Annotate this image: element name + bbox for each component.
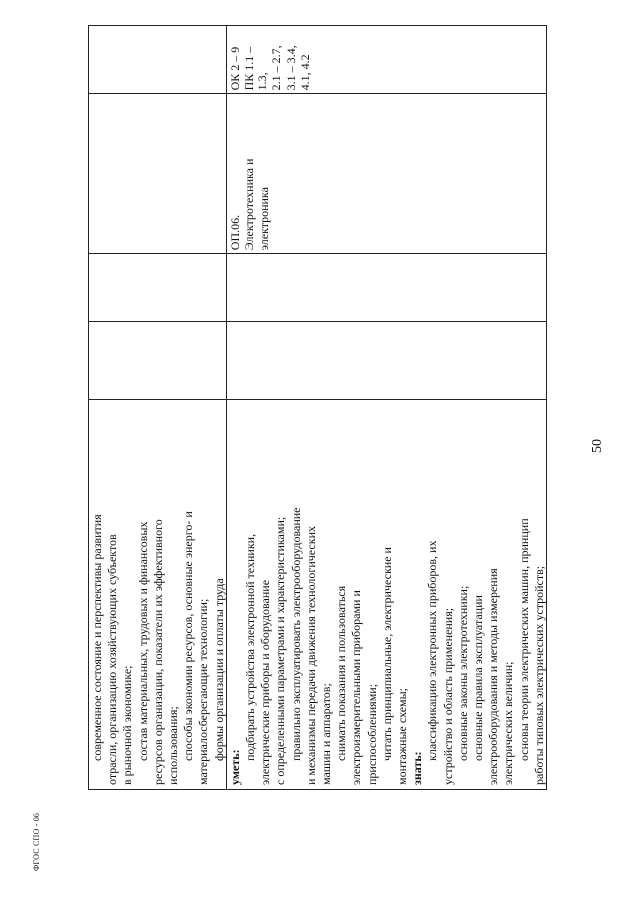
znat-lines (424, 400, 546, 789)
text-line: состав материальных, трудовых и финансовых (135, 521, 150, 761)
competency-3: 2.1 – 2.7, (269, 45, 284, 91)
text-line: использования; (166, 706, 181, 785)
text-line: приспособлениями; (364, 683, 379, 785)
discipline-code: ОП.06. (227, 214, 242, 251)
text-line: электрооборудования и методы измерения (486, 568, 501, 785)
text-line: способы экономии ресурсов, основные энерго- и (181, 511, 196, 761)
competency-2: ПК 1.1 – 1.3, (242, 46, 269, 91)
table-row (226, 26, 546, 790)
text-line: с определенными параметрами и характеристиками; (273, 516, 288, 785)
competency-4: 3.1 – 3.4, (283, 45, 298, 91)
standards-table (88, 25, 547, 790)
content-cell (89, 399, 227, 789)
znat-heading: знать: (410, 751, 425, 785)
text-line: основные законы электротехники; (455, 585, 470, 761)
discipline-cell (226, 94, 546, 254)
competencies-cell (226, 26, 546, 94)
empty-cell (89, 94, 227, 254)
text-line: машин и аппаратов; (319, 683, 334, 785)
competency-1: ОК 2 – 9 (227, 46, 242, 91)
text-line: отрасли, организацию хозяйствующих субъектов (105, 534, 120, 785)
competency-5: 4.1, 4.2 (298, 54, 313, 91)
text-line: ресурсов организации, показатели их эффективного (150, 519, 165, 785)
text-line: монтажные схемы; (395, 687, 410, 785)
umet-lines (242, 400, 409, 789)
text-line: читать принципиальные, электрические и (379, 547, 394, 761)
text-line: электрические приборы и оборудование (258, 579, 273, 785)
text-line: и механизмы передачи движения технологических (303, 525, 318, 785)
text-line: в рыночной экономике; (120, 665, 135, 785)
discipline-name-2: электроника (256, 187, 271, 251)
empty-cell (226, 321, 546, 399)
text-line: основы теории электрических машин, принцип (516, 518, 531, 761)
footer-code: ФГОС СПО - 06 (32, 812, 41, 871)
text-line: подбирать устройства электронной техники, (243, 533, 258, 761)
text-line: основные правила эксплуатации (471, 595, 486, 761)
text-line: электрических величин; (501, 661, 516, 785)
text-line: материалосберегающие технологии; (196, 598, 211, 785)
text-line: классификацию электронных приборов, их (425, 540, 440, 761)
empty-cell (226, 254, 546, 321)
text-line: снимать показания и пользоваться (334, 585, 349, 761)
page-number: 50 (590, 439, 605, 453)
content-lines (89, 400, 226, 789)
discipline-name-1: Электротехника и (242, 158, 257, 251)
empty-cell (89, 321, 227, 399)
content-cell (226, 399, 546, 789)
text-line: правильно эксплуатировать электрооборудование (288, 507, 303, 761)
text-line: современное состояние и перспективы развития (90, 514, 104, 761)
empty-cell (89, 26, 227, 94)
empty-cell (89, 254, 227, 321)
text-line: формы организации и оплаты труда (211, 578, 226, 761)
table-row (89, 26, 227, 790)
text-line: электроизмерительными приборами и (349, 590, 364, 785)
text-line: работы типовых электрических устройств; (531, 565, 546, 785)
text-line: устройство и область применения; (440, 607, 455, 785)
umet-heading: уметь: (227, 749, 242, 785)
